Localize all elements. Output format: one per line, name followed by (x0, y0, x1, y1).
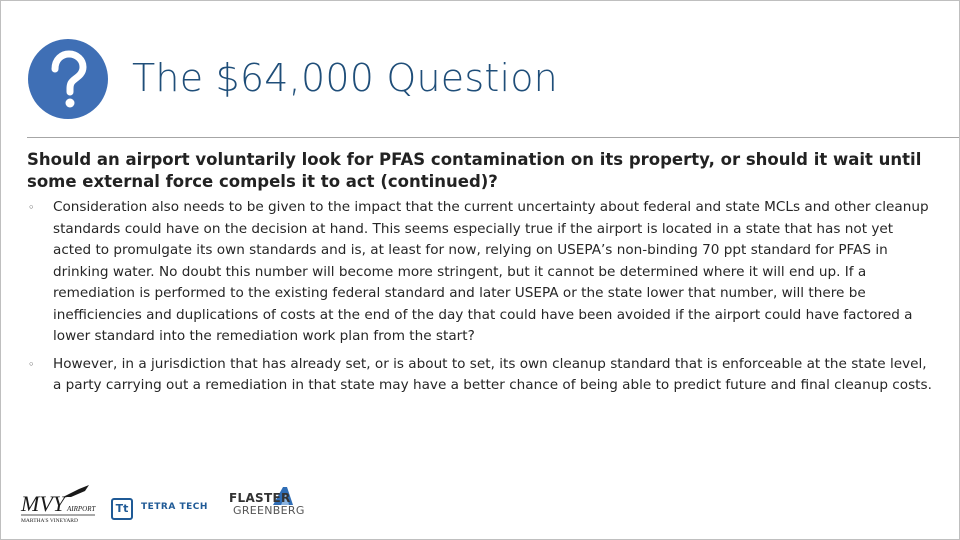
svg-text:MVY: MVY (21, 491, 65, 516)
greenberg-text: GREENBERG (233, 504, 305, 517)
svg-text:MARTHA'S VINEYARD: MARTHA'S VINEYARD (21, 518, 78, 524)
tetra-tech-text: TETRA TECH (141, 502, 208, 512)
bullet-item (27, 354, 932, 397)
bullet-item (27, 197, 932, 348)
bullet-text: However, in a jurisdiction that has already set, or is about to set, its own cleanup standard that is enforceable at the state level, a party carrying out a remediation in that state may have a better chance of being able to predict future and final cleanup costs. (53, 355, 932, 393)
mvy-airport-logo (19, 479, 99, 527)
bullet-text: Consideration also needs to be given to the impact that the current uncertainty about federal and state MCLs and other cleanup standards could have on the decision at hand. This seems especially true if the airport is located in a state that has not yet acted to promulgate its own standards and is, at least for now, relying on USEPA’s non-binding 70 ppt standard for PFAS in drinking water. No doubt this number will become more stringent, but it cannot be determined where it will end up. If a remediation is performed to the existing federal standard and later USEPA or the state lower that number, will there be inefficiencies and duplications of costs at the end of the day that could have been avoided if the airport could have factored a lower standard into the remediation work plan from the start? (53, 199, 929, 344)
bullet-marker: ◦ (28, 357, 35, 371)
question-mark-icon (27, 38, 109, 120)
tetra-tech-mark: Tt (111, 498, 133, 520)
tetra-tech-logo (111, 494, 231, 520)
bullet-marker: ◦ (28, 201, 35, 214)
bullet-list (27, 197, 932, 403)
flaster-text: FLASTER (229, 491, 291, 505)
slide-title: The $64,000 Question (132, 56, 558, 100)
flaster-greenberg-logo (229, 487, 309, 529)
svg-text:AIRPORT: AIRPORT (67, 505, 96, 513)
footer-logos (19, 479, 319, 529)
title-divider (27, 137, 959, 138)
question-heading: Should an airport voluntarily look for PFAS contamination on its property, or should it wait until some external force compels it to act (continued)? (27, 150, 922, 191)
